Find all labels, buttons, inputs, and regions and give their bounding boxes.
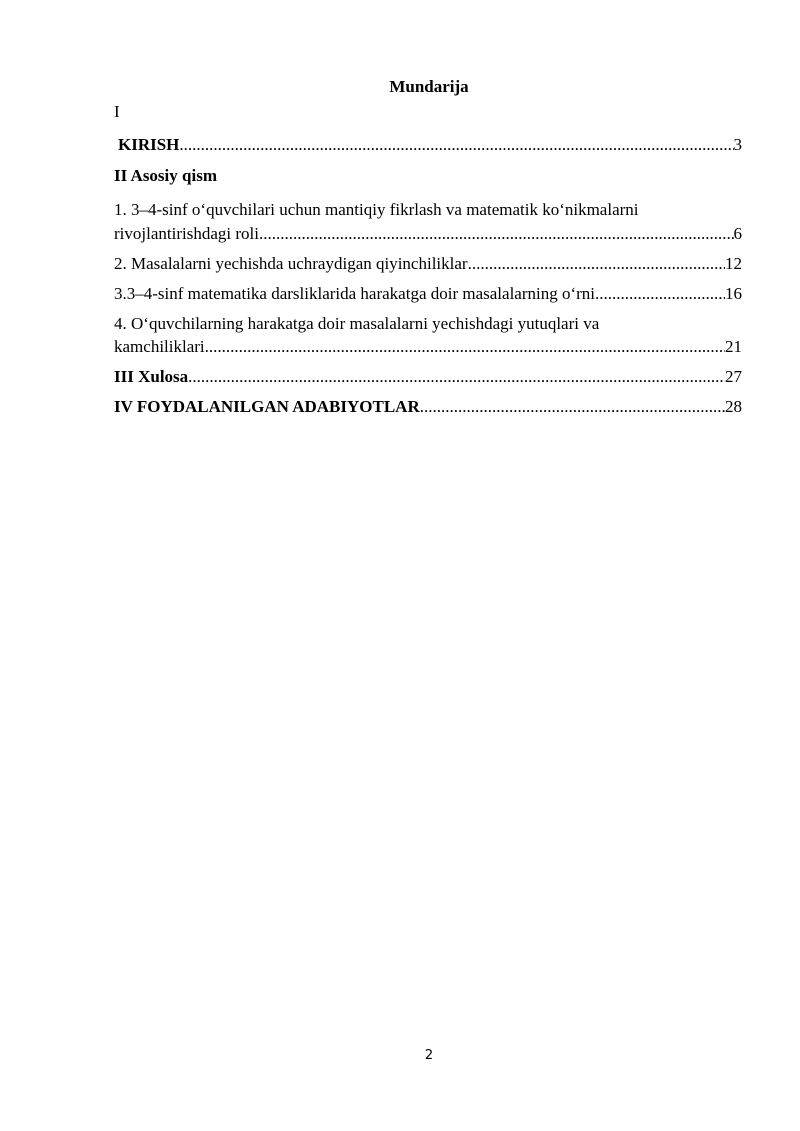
toc-entry-label: IV FOYDALANILGAN ADABIYOTLAR <box>114 397 420 416</box>
toc-entry-label: kamchiliklari <box>114 337 205 356</box>
part-two-heading: II Asosiy qism <box>114 166 217 185</box>
toc-entry-1-line-1[interactable]: 1. 3–4-sinf o‘quvchilari uchun mantiqiy fikrlash va matematik ko‘nikmalarni <box>114 200 639 219</box>
toc-entry-xulosa[interactable] <box>114 366 742 388</box>
toc-page-number: 3 <box>733 135 742 154</box>
dot-leader <box>188 366 725 388</box>
toc-entry-label: rivojlantirishdagi roli <box>114 224 259 243</box>
toc-title: Mundarija <box>389 77 469 96</box>
toc-page-number: 16 <box>725 284 742 303</box>
toc-entry-1[interactable] <box>114 223 742 245</box>
dot-leader <box>259 223 734 245</box>
toc-page-number: 28 <box>725 397 742 416</box>
toc-entry-label: 2. Masalalarni yechishda uchraydigan qiyinchiliklar <box>114 254 468 273</box>
toc-page-number: 27 <box>725 367 742 386</box>
toc-entry-2[interactable] <box>114 253 742 275</box>
toc-entry-4[interactable] <box>114 336 742 358</box>
toc-entry-adabiyotlar[interactable] <box>114 396 742 418</box>
toc-entry-label: 3.3–4-sinf matematika darsliklarida harakatga doir masalalarning o‘rni <box>114 284 596 303</box>
dot-leader <box>420 396 725 418</box>
toc-entry-3[interactable] <box>114 283 742 305</box>
toc-page-number: 12 <box>725 254 742 273</box>
toc-page-number: 21 <box>725 337 742 356</box>
page-number: 2 <box>424 1048 434 1063</box>
toc-entry-label: KIRISH <box>118 135 180 154</box>
dot-leader <box>595 283 725 305</box>
dot-leader <box>205 336 725 358</box>
part-one-numeral: I <box>114 102 120 121</box>
toc-page-number: 6 <box>733 224 742 243</box>
toc-entry-4-line-1[interactable]: 4. O‘quvchilarning harakatga doir masalalarni yechishdagi yutuqlari va <box>114 314 600 333</box>
toc-entry-label: III Xulosa <box>114 367 189 386</box>
dot-leader <box>468 253 725 275</box>
toc-entry-kirish[interactable] <box>114 134 742 156</box>
dot-leader <box>179 134 733 156</box>
